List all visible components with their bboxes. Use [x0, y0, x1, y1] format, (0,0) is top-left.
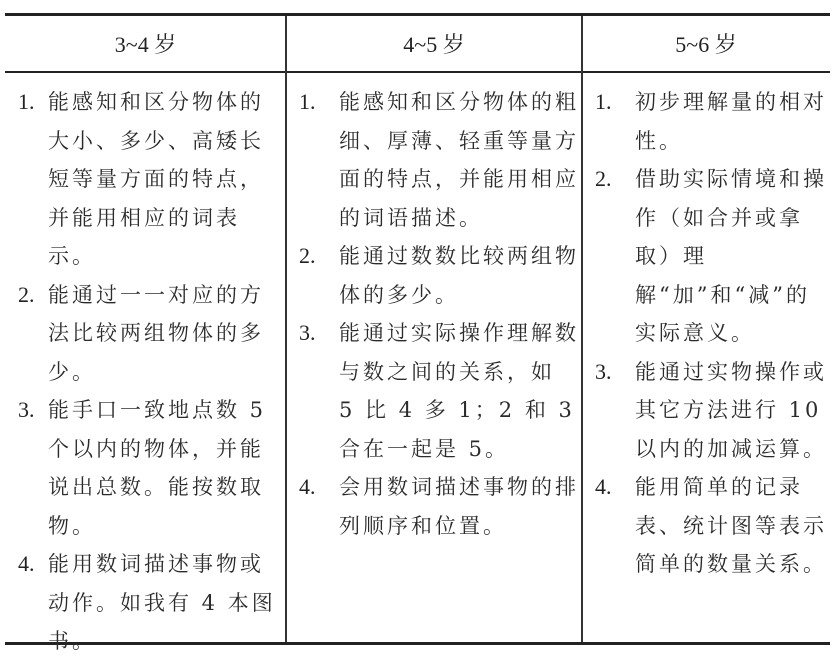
header-age-3-4: 3~4 岁 [114, 32, 177, 57]
item-number: 4. [595, 474, 612, 499]
item-text: 会用数词描述事物的排列顺序和位置。 [339, 475, 579, 538]
list-item [18, 545, 286, 661]
cell-age-4-5 [299, 73, 579, 545]
item-number: 1. [299, 89, 316, 114]
list-item [595, 353, 830, 469]
age-goals-table [5, 13, 830, 653]
list-item [299, 314, 579, 468]
item-number: 3. [299, 320, 316, 345]
item-text: 能手口一致地点数 5 个以内的物体，并能说出总数。能按数取物。 [48, 398, 267, 538]
list-item [595, 468, 830, 584]
list-item [299, 83, 579, 237]
list-item [18, 276, 286, 392]
item-number: 1. [595, 89, 612, 114]
list-item [18, 83, 286, 276]
item-text: 能感知和区分物体的大小、多少、高矮长短等量方面的特点，并能用相应的词表示。 [48, 90, 264, 268]
item-text: 能通过实际操作理解数与数之间的关系，如 5 比 4 多 1；2 和 3 合在一起是 5。 [339, 321, 579, 461]
list-item [595, 83, 830, 160]
table-header-row [5, 16, 830, 73]
item-text: 能用简单的记录表、统计图等表示简单的数量关系。 [635, 475, 827, 576]
item-text: 初步理解量的相对性。 [635, 90, 827, 153]
item-text: 能通过实物操作或其它方法进行 10 以内的加减运算。 [635, 359, 827, 461]
item-number: 4. [18, 551, 35, 576]
item-number: 1. [18, 89, 35, 114]
item-text: 能通过数数比较两组物体的多少。 [339, 244, 579, 307]
header-age-5-6: 5~6 岁 [675, 32, 737, 57]
item-number: 2. [595, 166, 612, 191]
cell-age-3-4 [18, 73, 286, 661]
item-number: 2. [18, 281, 35, 307]
list-item [595, 160, 830, 353]
item-text: 能感知和区分物体的粗细、厚薄、轻重等量方面的特点，并能用相应的词语描述。 [339, 90, 579, 230]
item-text: 借助实际情境和操作（如合并或拿取）理解“加”和“减”的实际意义。 [635, 167, 827, 345]
item-number: 2. [299, 243, 316, 268]
item-text: 能通过一一对应的方法比较两组物体的多少。 [48, 282, 264, 384]
header-age-4-5: 4~5 岁 [403, 32, 465, 57]
item-number: 4. [299, 474, 316, 499]
item-text: 能用数词描述事物或动作。如我有 4 本图书。 [48, 552, 276, 653]
cell-age-5-6 [595, 73, 830, 584]
item-number: 3. [595, 358, 612, 384]
item-number: 3. [18, 397, 35, 422]
list-item [299, 468, 579, 545]
list-item [18, 391, 286, 545]
column-divider [581, 16, 583, 642]
list-item [299, 237, 579, 314]
